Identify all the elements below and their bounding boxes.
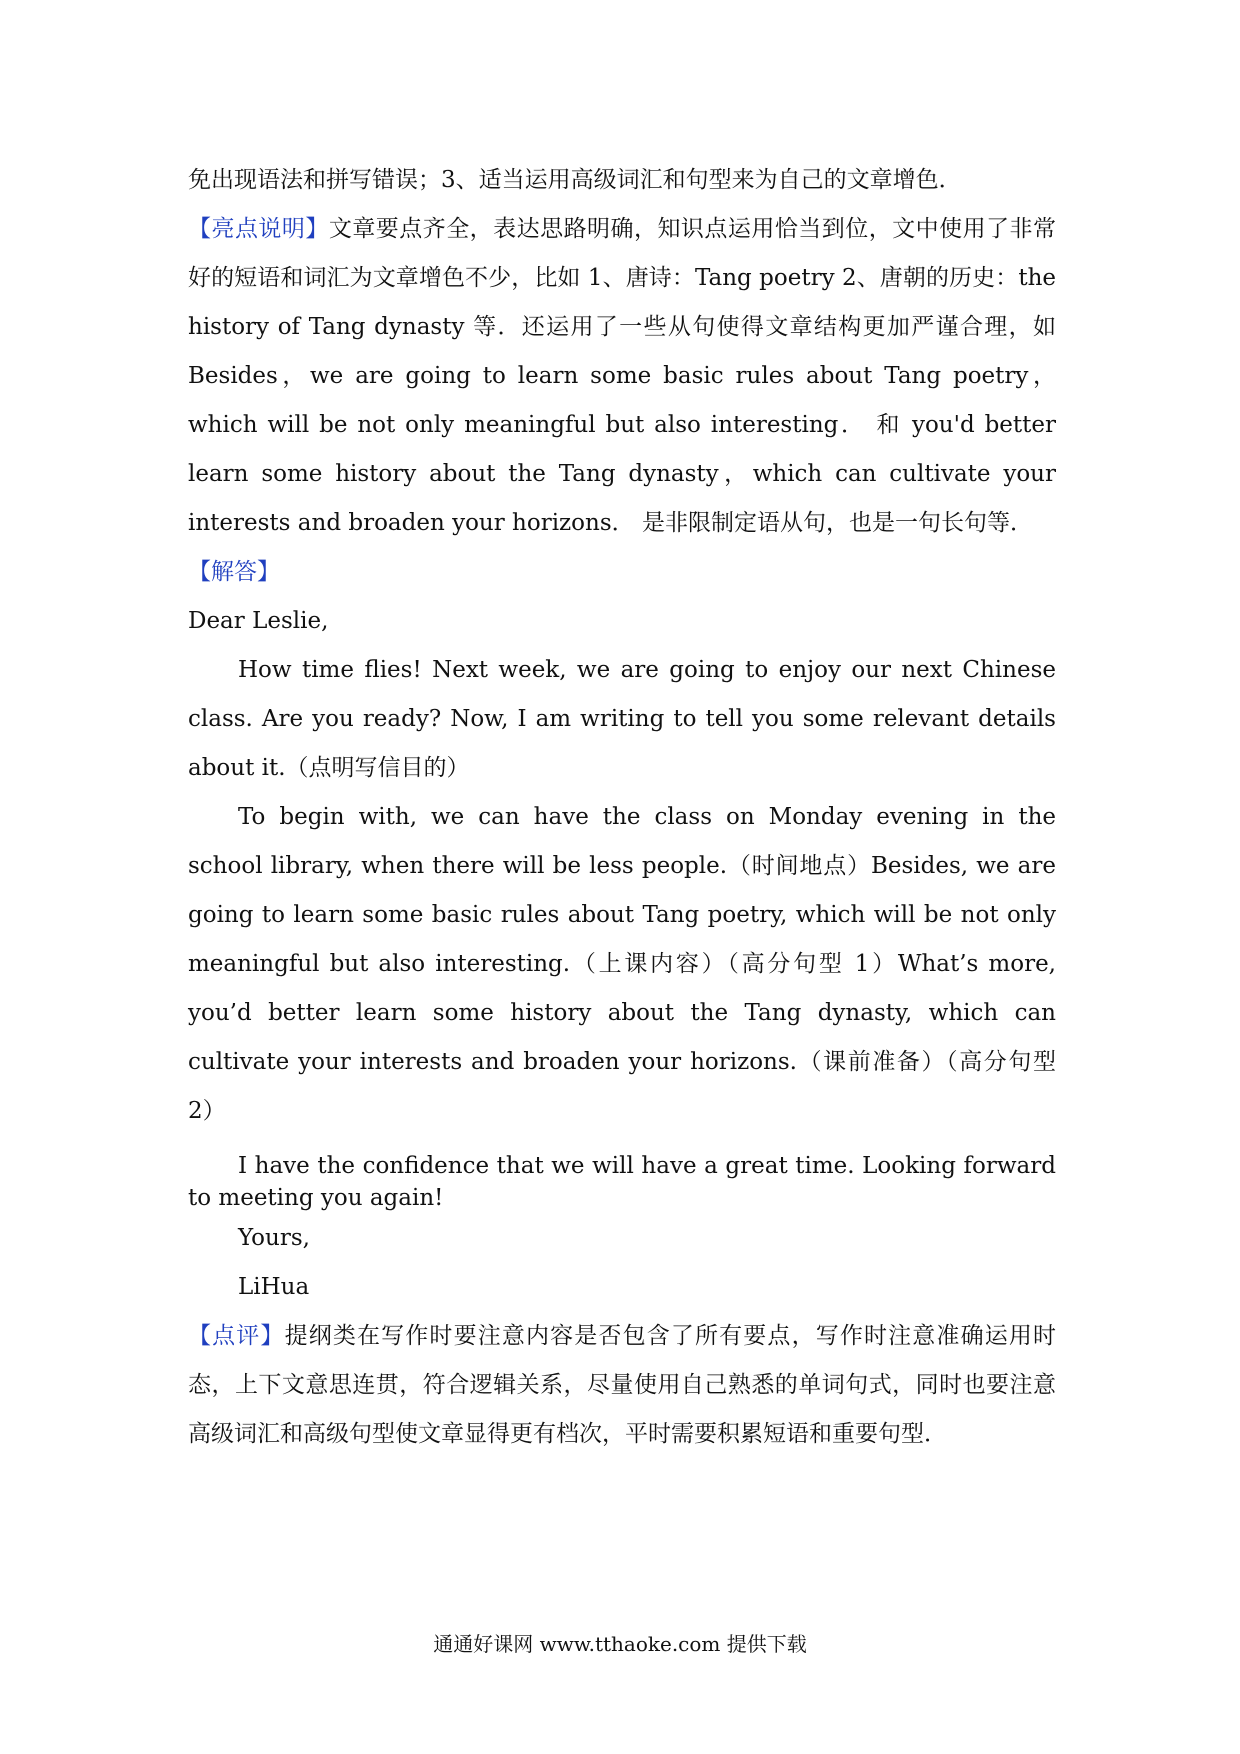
- document-body: [188, 156, 1056, 1459]
- highlights-paragraph: [188, 205, 1056, 548]
- continuation-paragraph: 免出现语法和拼写错误；3、适当运用高级词汇和句型来为自己的文章增色．: [188, 167, 962, 193]
- letter-signature: LiHua: [238, 1274, 310, 1300]
- letter-salutation: Dear Leslie,: [188, 608, 329, 634]
- letter-closing: Yours,: [238, 1225, 310, 1251]
- highlights-label: 【亮点说明】: [188, 216, 329, 242]
- comment-text: 提纲类在写作时要注意内容是否包含了所有要点，写作时注意准确运用时态，上下文意思连贯，符合逻辑关系，尽量使用自己熟悉的单词句式，同时也要注意高级词汇和高级句型使文章显得更有档次，平时需要积累短语和重要句型．: [188, 1323, 1057, 1447]
- letter-paragraph-2: To begin with, we can have the class on Monday evening in the school library, when there will be less people.（时间地点）Besides, we are going to learn some basic rules about Tang poetry, which will be not only meaningful but also interesting.（上课内容）（高分句型 1）What’s more, you’d better learn some history about the Tang dynasty, which can cultivate your interests and broaden your horizons.（课前准备）（高分句型 2）: [188, 804, 1056, 1124]
- comment-label: 【点评】: [188, 1323, 285, 1349]
- highlights-text: 文章要点齐全，表达思路明确，知识点运用恰当到位，文中使用了非常好的短语和词汇为文章增色不少，比如 1、唐诗：Tang poetry 2、唐朝的历史：the history of Tang dynasty 等．还运用了一些从句使得文章结构更加严谨合理，如 Besides，we are going to learn some basic rules about Tang poetry，which will be not only meaningful but also interesting． 和 you'd better learn some history about the Tang dynasty，which can cultivate your interests and broaden your horizons． 是非限制定语从句，也是一句长句等．: [188, 216, 1057, 536]
- page-footer: 通通好课网 www.tthaoke.com 提供下载: [433, 1632, 807, 1656]
- comment-paragraph: [188, 1312, 1056, 1459]
- answer-heading: [188, 548, 1056, 597]
- letter-paragraph-1: How time flies! Next week, we are going to enjoy our next Chinese class. Are you ready? Now, I am writing to tell you some relevant details about it.（点明写信目的）: [188, 657, 1056, 781]
- answer-label: 【解答】: [188, 559, 280, 585]
- letter-paragraph-3: I have the confidence that we will have a great time. Looking forward to meeting you again!: [188, 1153, 1056, 1211]
